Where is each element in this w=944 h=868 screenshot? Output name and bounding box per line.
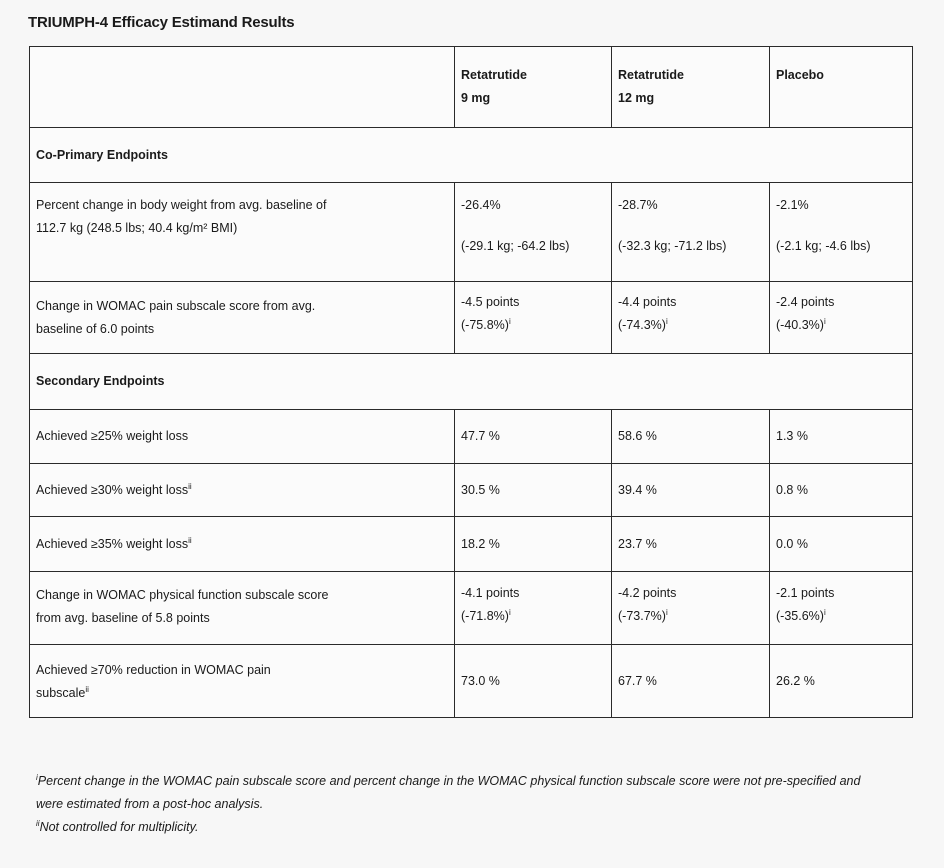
column-header-retatrutide-9mg: Retatrutide 9 mg: [455, 47, 612, 128]
cell-value: -4.1 points $(-71.8\%)^i$: [455, 572, 612, 645]
table-row-body-weight: [30, 183, 913, 282]
cell-value: -4.4 points $(-74.3\%)^i$: [612, 282, 770, 354]
table-row-womac-physical: [30, 572, 913, 645]
cell-value: 73.0 %: [455, 645, 612, 718]
table-row-weight-loss-25: [30, 410, 913, 464]
header-row: [30, 47, 913, 128]
cell-value: -4.2 points $(-73.7\%)^i$: [612, 572, 770, 645]
row-label-weight-loss-30: Achieved ≥30% weight loss$^{ii}$: [30, 464, 455, 517]
footnote-multiplicity: $^{ii}$Not controlled for multiplicity.: [36, 818, 199, 834]
row-label-womac-pain: Change in WOMAC pain subscale score from avg. baseline of 6.0 points: [30, 282, 455, 354]
cell-value: 0.0 %: [770, 517, 913, 572]
section-heading-primary: Co-Primary Endpoints: [30, 128, 913, 183]
table-row-pain-reduction-70: [30, 645, 913, 718]
cell-value: 67.7 %: [612, 645, 770, 718]
cell-value: -2.1 points $(-35.6\%)^i$: [770, 572, 913, 645]
cell-value: -2.1% (-2.1 kg; -4.6 lbs): [770, 183, 913, 282]
row-label-pain-reduction-70: Achieved ≥70% reduction in WOMAC pain subscale$^{ii}$: [30, 645, 455, 718]
row-label-womac-physical: Change in WOMAC physical function subscale score from avg. baseline of 5.8 points: [30, 572, 455, 645]
efficacy-table: [29, 46, 913, 718]
cell-value: -26.4% (-29.1 kg; -64.2 lbs): [455, 183, 612, 282]
column-header-placebo: Placebo: [770, 47, 913, 128]
table-row-womac-pain: [30, 282, 913, 354]
table-row-weight-loss-30: [30, 464, 913, 517]
cell-value: -28.7% (-32.3 kg; -71.2 lbs): [612, 183, 770, 282]
section-heading-secondary: Secondary Endpoints: [30, 354, 913, 410]
cell-value: 39.4 %: [612, 464, 770, 517]
cell-value: 1.3 %: [770, 410, 913, 464]
cell-value: 58.6 %: [612, 410, 770, 464]
footnotes: [36, 770, 916, 839]
cell-value: 0.8 %: [770, 464, 913, 517]
cell-value: -2.4 points $(-40.3\%)^i$: [770, 282, 913, 354]
cell-value: 47.7 %: [455, 410, 612, 464]
page-title: TRIUMPH-4 Efficacy Estimand Results: [28, 14, 295, 31]
cell-value: -4.5 points $(-75.8\%)^i$: [455, 282, 612, 354]
row-label-weight-loss-25: Achieved ≥25% weight loss: [30, 410, 455, 464]
cell-value: 18.2 %: [455, 517, 612, 572]
cell-value: 23.7 %: [612, 517, 770, 572]
section-row-primary: [30, 128, 913, 183]
empty-header-cell: [30, 47, 455, 128]
cell-value: 30.5 %: [455, 464, 612, 517]
section-row-secondary: [30, 354, 913, 410]
row-label-body-weight: Percent change in body weight from avg. baseline of 112.7 kg (248.5 lbs; 40.4 kg/m² BMI): [30, 183, 455, 282]
cell-value: 26.2 %: [770, 645, 913, 718]
table-row-weight-loss-35: [30, 517, 913, 572]
column-header-retatrutide-12mg: Retatrutide 12 mg: [612, 47, 770, 128]
footnote-post-hoc: $^i$Percent change in the WOMAC pain subscale score and percent change in the WOMAC physical function subscale score were not pre-specified and were estimated from a post-hoc analysis.: [36, 772, 861, 811]
row-label-weight-loss-35: Achieved ≥35% weight loss$^{ii}$: [30, 517, 455, 572]
